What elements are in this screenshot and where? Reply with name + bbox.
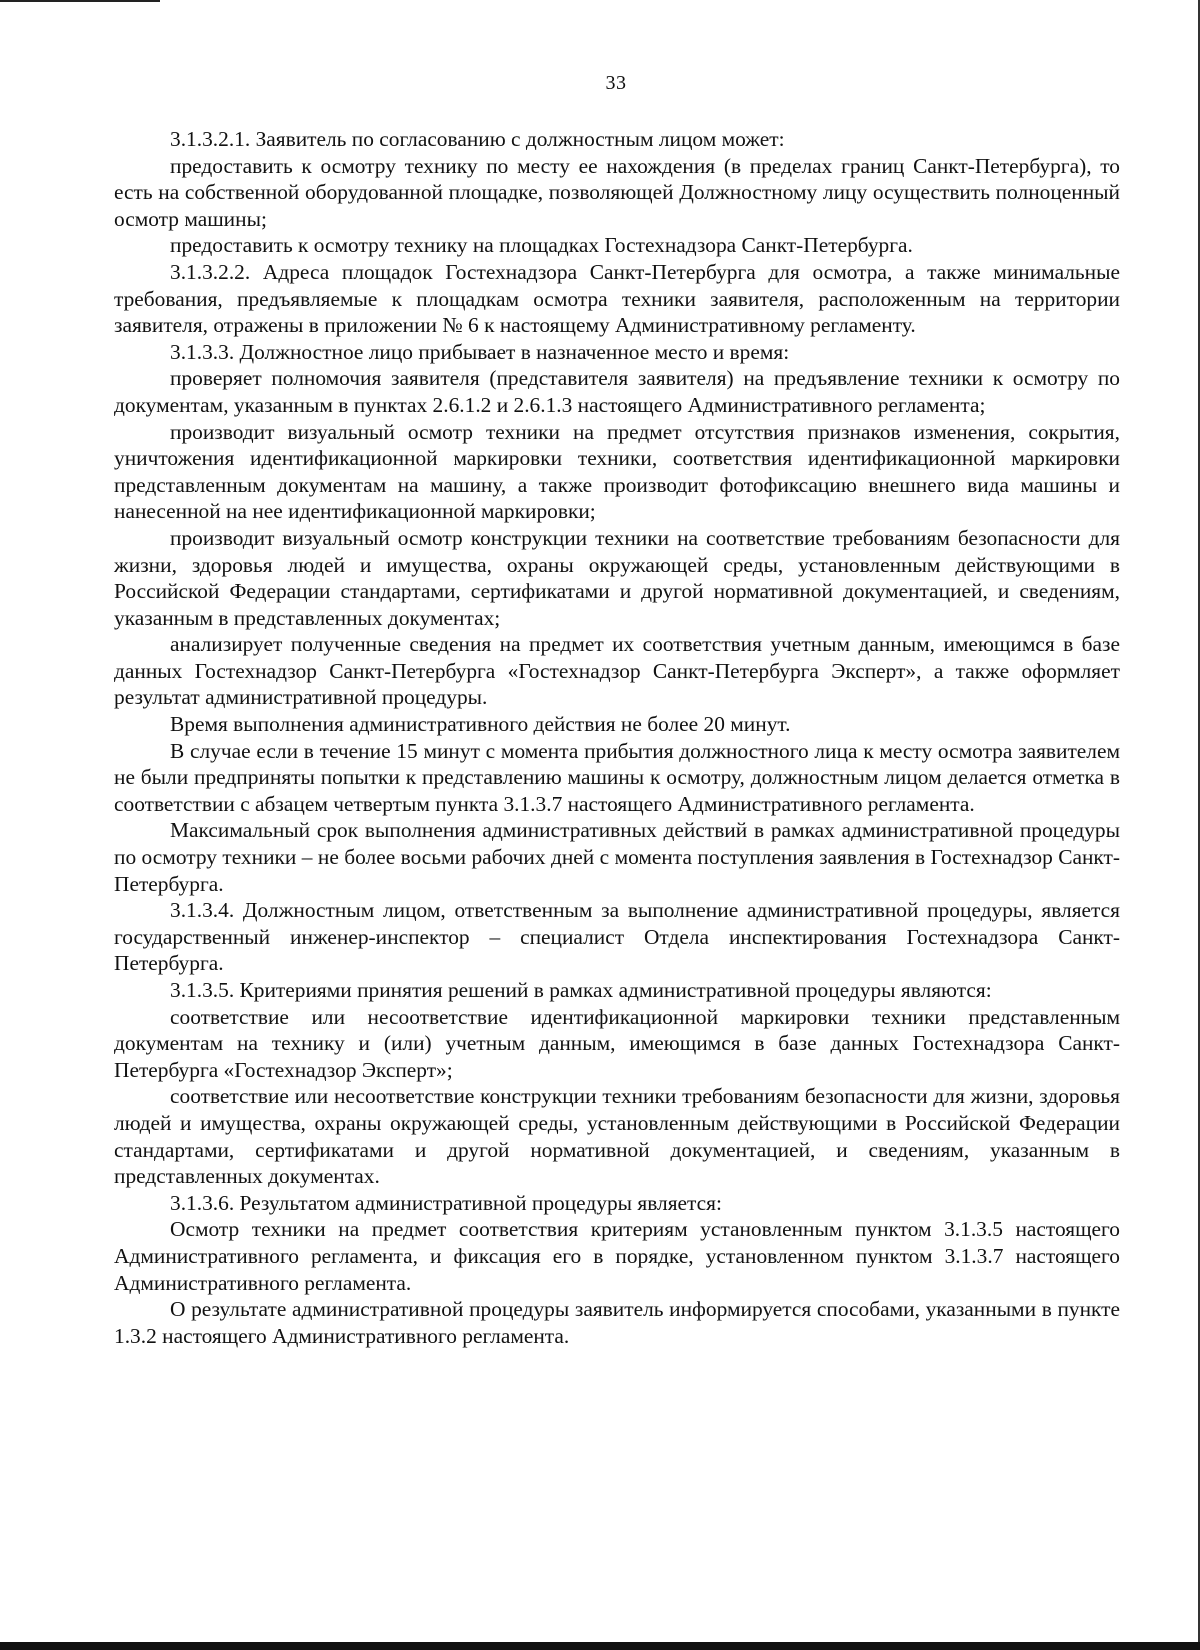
paragraph-3-1-3-3: 3.1.3.3. Должностное лицо прибывает в назначенное место и время: (170, 339, 790, 364)
paragraph-3-1-3-6: 3.1.3.6. Результатом административной процедуры является: (170, 1190, 722, 1215)
paragraph-analyze-data: анализирует полученные сведения на предмет их соответствия учетным данным, имеющимся в базе данных Гостехнадзор Санкт-Петербурга «Гостехнадзор Санкт-Петербурга Эксперт», а также оформляет результат административной процедуры. (114, 632, 1120, 710)
paragraph-3-1-3-2-2: 3.1.3.2.2. Адреса площадок Гостехнадзора Санкт-Петербурга для осмотра, а также минимальные требования, предъявляемые к площадкам осмотра техники заявителя, расположенным на территории заявителя, отражены в приложении № 6 к настоящему Административному регламенту. (114, 259, 1120, 338)
paragraph-3-1-3-4: 3.1.3.4. Должностным лицом, ответственным за выполнение административной процедуры, является государственный инженер-инспектор – специалист Отдела инспектирования Гостехнадзора Санкт-Петербурга. (114, 898, 1120, 976)
scan-edge-top (0, 0, 160, 2)
paragraph-option-gtn-site: предоставить к осмотру технику на площадках Гостехнадзора Санкт-Петербурга. (170, 233, 913, 258)
paragraph-no-show: В случае если в течение 15 минут с момента прибытия должностного лица к месту осмотра заявителем не были предприняты попытки к представлению машины к осмотру, должностным лицом делается отметка в соответствии с абзацем четвертым пункта 3.1.3.7 настоящего Административного регламента. (114, 738, 1120, 816)
paragraph-option-own-site: предоставить к осмотру технику по месту ее нахождения (в пределах границ Санкт-Петербурга), то есть на собственной оборудованной площадке, позволяющей Должностному лицу осуществить полноценный осмотр машины; (114, 153, 1120, 231)
paragraph-check-authority: проверяет полномочия заявителя (представителя заявителя) на предъявление техники к осмотру по документам, указанным в пунктах 2.6.1.2 и 2.6.1.3 настоящего Административного регламента; (114, 366, 1120, 417)
paragraph-3-1-3-2-1: 3.1.3.2.1. Заявитель по согласованию с должностным лицом может: (170, 127, 785, 151)
paragraph-result: Осмотр техники на предмет соответствия критериям установленным пунктом 3.1.3.5 настоящего Административного регламента, и фиксация его в порядке, установленном пунктом 3.1.3.7 настоящего Административного регламента. (114, 1217, 1120, 1295)
paragraph-visual-marking: производит визуальный осмотр техники на предмет отсутствия признаков изменения, сокрытия, уничтожения идентификационной маркировки техники, соответствия идентификационной маркировки представленным документам на машину, а также производит фотофиксацию внешнего вида машины и нанесенной на нее идентификационной маркировки; (114, 419, 1120, 524)
paragraph-criterion-marking: соответствие или несоответствие идентификационной маркировки техники представленным документам на технику и (или) учетным данным, имеющимся в базе данных Гостехнадзора Санкт-Петербурга «Гостехнадзор Эксперт»; (114, 1004, 1120, 1082)
paragraph-time-limit: Время выполнения административного действия не более 20 минут. (170, 712, 791, 737)
paragraph-3-1-3-5: 3.1.3.5. Критериями принятия решений в рамках административной процедуры являются: (170, 978, 992, 1002)
document-body (114, 126, 1120, 1349)
scan-edge-bottom (0, 1642, 1200, 1650)
paragraph-notification: О результате административной процедуры заявитель информируется способами, указанными в пункте 1.3.2 настоящего Административного регламента. (114, 1297, 1120, 1348)
paragraph-criterion-construction: соответствие или несоответствие конструкции техники требованиям безопасности для жизни, здоровья людей и имущества, охраны окружающей среды, установленным действующими в Российской Федерации стандартами, сертификатами и другой нормативной документацией, и сведениям, указанным в представленных документах. (114, 1084, 1120, 1189)
page-number: 33 (605, 72, 627, 94)
paragraph-max-term: Максимальный срок выполнения административных действий в рамках административной процедуры по осмотру техники – не более восьми рабочих дней с момента поступления заявления в Гостехнадзор Санкт-Петербурга. (114, 818, 1120, 896)
paragraph-visual-construction: производит визуальный осмотр конструкции техники на соответствие требованиям безопасности для жизни, здоровья людей и имущества, охраны окружающей среды, установленным действующими в Российской Федерации стандартами, сертификатами и другой нормативной документацией, и сведениям, указанным в представленных документах; (114, 525, 1120, 630)
